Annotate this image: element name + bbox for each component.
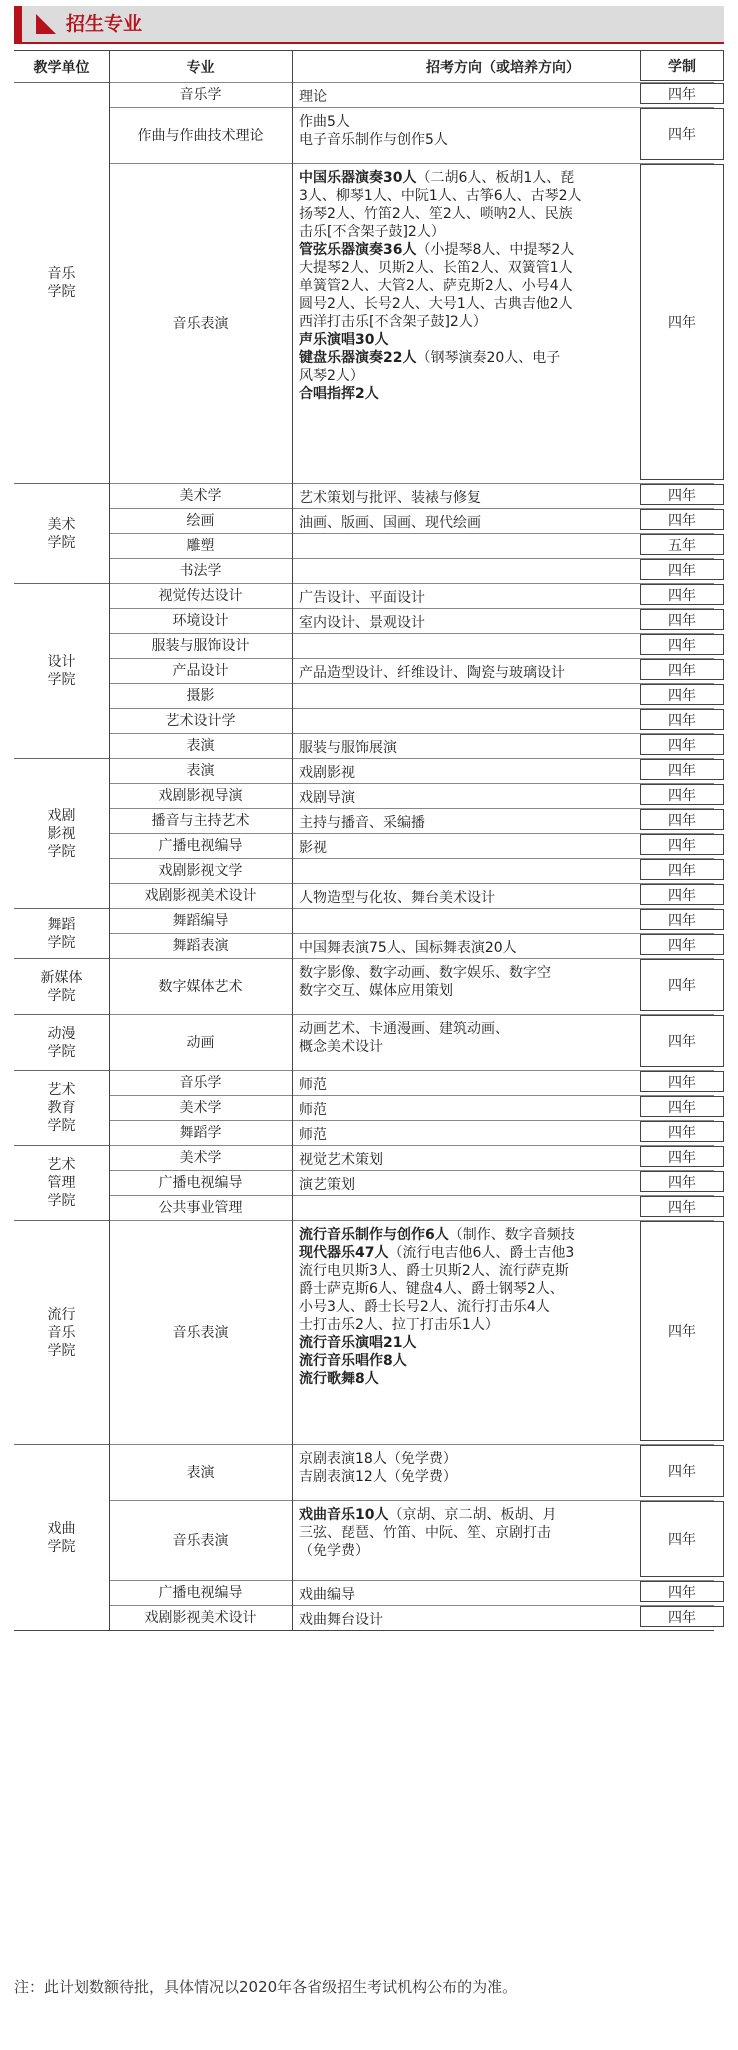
direction-text: 艺术策划与批评、装裱与修复	[299, 490, 481, 506]
unit-cell	[14, 1444, 109, 1630]
major-cell	[109, 534, 292, 558]
unit-name-line: 影视	[47, 825, 76, 842]
table-row	[109, 1605, 714, 1630]
direction-text: 人物造型与化妆、舞台美术设计	[299, 890, 495, 906]
duration-cell: 四年	[640, 108, 724, 160]
major-cell	[109, 1445, 292, 1500]
direction-text: 主持与播音、采编播	[299, 815, 425, 831]
duration-cell: 四年	[640, 1581, 724, 1602]
direction-text: 吉剧表演12人（免学费）	[299, 1469, 457, 1485]
direction-text: 师范	[299, 1077, 327, 1093]
major-cell	[109, 559, 292, 583]
unit-name-line: 舞蹈	[47, 916, 76, 933]
header-accent	[14, 6, 22, 42]
direction-text: 西洋打击乐[不含架子鼓]2人）	[299, 314, 487, 330]
direction-text: （京胡、京二胡、板胡、月	[388, 1507, 557, 1523]
major-cell	[109, 859, 292, 883]
direction-text: 戏剧影视	[299, 765, 355, 781]
direction-text: 视觉艺术策划	[299, 1152, 383, 1168]
unit-name-line: 美术	[47, 516, 76, 533]
direction-text: 风琴2人）	[299, 368, 364, 384]
unit-name-line: 动漫	[47, 1025, 76, 1042]
major-name: 产品设计	[172, 663, 229, 679]
duration-cell: 四年	[640, 509, 724, 530]
table-row	[109, 82, 714, 107]
table-row	[109, 683, 714, 708]
unit-cell	[14, 1220, 109, 1444]
direction-text: 大提琴2人、贝斯2人、长笛2人、双簧管1人	[299, 260, 573, 276]
table-row	[109, 908, 714, 933]
major-cell	[109, 83, 292, 107]
direction-text: 小号3人、爵士长号2人、流行打击乐4人	[299, 1299, 550, 1315]
duration-column	[640, 50, 724, 1629]
direction-text: （钢琴演奏20人、电子	[416, 350, 561, 366]
major-name: 音乐学	[179, 87, 222, 103]
unit-name-line: 新媒体	[40, 969, 83, 986]
unit-name-line: 教育	[47, 1100, 76, 1116]
duration-cell: 四年	[640, 834, 724, 855]
direction-highlight: 流行歌舞8人	[299, 1371, 379, 1387]
unit-name-line: 设计	[47, 654, 76, 670]
direction-text: 演艺策划	[299, 1177, 355, 1193]
table-row	[109, 1120, 714, 1145]
table-row	[109, 833, 714, 858]
header-underline	[14, 42, 724, 44]
major-name: 戏剧影视文学	[158, 863, 243, 879]
table-row	[109, 1095, 714, 1120]
major-cell	[109, 934, 292, 958]
unit-name	[48, 516, 76, 552]
table-row	[109, 958, 714, 1014]
direction-text: 广告设计、平面设计	[299, 590, 425, 606]
major-cell	[109, 1121, 292, 1145]
major-name: 表演	[186, 763, 215, 779]
major-cell	[109, 1071, 292, 1095]
major-cell	[109, 909, 292, 933]
duration-cell: 四年	[640, 559, 724, 580]
duration-cell: 四年	[640, 1096, 724, 1117]
direction-text: 影视	[299, 840, 327, 856]
table-row	[109, 708, 714, 733]
major-cell	[109, 1581, 292, 1605]
unit-name	[48, 916, 76, 952]
table-row	[109, 1145, 714, 1170]
major-cell	[109, 884, 292, 908]
direction-text: 戏剧导演	[299, 790, 355, 806]
major-name: 作曲与	[137, 127, 180, 144]
major-name: 环境设计	[172, 613, 229, 629]
direction-text: 三弦、琵琶、竹笛、中阮、笙、京剧打击	[299, 1525, 551, 1541]
major-name: 美术学	[179, 488, 222, 504]
table-row	[109, 633, 714, 658]
major-cell	[109, 108, 292, 163]
direction-highlight: 声乐演唱30人	[299, 332, 389, 348]
direction-text: 数字影像、数字动画、数字娱乐、数字空	[299, 965, 551, 981]
column-header-duration: 学制	[640, 50, 724, 81]
duration-cell: 四年	[640, 484, 724, 505]
direction-highlight: 合唱指挥2人	[299, 386, 379, 402]
unit-cell	[14, 758, 109, 908]
enrollment-table	[14, 50, 714, 1631]
unit-name-line: 戏曲	[47, 1520, 76, 1537]
major-name: 广播电视编导	[158, 838, 243, 854]
direction-text: 流行电贝斯3人、爵士贝斯2人、流行萨克斯	[299, 1263, 569, 1279]
duration-cell: 四年	[640, 1121, 724, 1142]
direction-text: （二胡6人、板胡1人、琵	[416, 170, 575, 186]
unit-name-line: 戏剧	[47, 807, 76, 824]
major-cell	[109, 1171, 292, 1195]
unit-name	[48, 653, 76, 689]
direction-highlight: 现代器乐47人	[299, 1245, 389, 1261]
unit-name-line: 艺术	[47, 1157, 76, 1173]
table-row	[109, 483, 714, 508]
duration-cell: 四年	[640, 734, 724, 755]
duration-cell: 四年	[640, 1071, 724, 1092]
unit-cell	[14, 1145, 109, 1220]
major-name: 艺术设计学	[165, 713, 236, 729]
duration-cell: 四年	[640, 859, 724, 880]
major-cell	[109, 584, 292, 608]
unit-name	[48, 1520, 76, 1556]
table-row	[109, 1014, 714, 1070]
unit-cell	[14, 1070, 109, 1145]
unit-name-line: 管理	[47, 1175, 76, 1191]
duration-cell: 四年	[640, 884, 724, 905]
major-name: 音乐表演	[172, 1324, 229, 1341]
table-row	[109, 1500, 714, 1580]
table-row	[109, 558, 714, 583]
duration-cell: 四年	[640, 1445, 724, 1497]
major-name: 音乐表演	[172, 315, 229, 332]
major-name: 音乐学	[179, 1075, 222, 1091]
table-row	[109, 508, 714, 533]
unit-cell	[14, 958, 109, 1014]
unit-name-line: 流行	[47, 1306, 76, 1323]
table-row	[109, 1170, 714, 1195]
direction-text: （流行电吉他6人、爵士吉他3	[388, 1245, 575, 1261]
major-cell	[109, 1501, 292, 1580]
major-name: 绘画	[186, 513, 215, 529]
direction-highlight: 键盘乐器演奏22人	[299, 350, 417, 366]
column-header-unit: 教学单位	[33, 59, 90, 76]
unit-name-line: 学院	[47, 1538, 76, 1555]
major-cell	[109, 759, 292, 783]
unit-cell	[14, 82, 109, 483]
major-cell	[109, 809, 292, 833]
direction-text: （制作、数字音频技	[448, 1227, 575, 1243]
duration-cell: 四年	[640, 909, 724, 930]
duration-cell: 四年	[640, 1606, 724, 1627]
major-name: 数字媒体艺术	[158, 978, 243, 995]
duration-cell: 四年	[640, 584, 724, 605]
duration-cell: 四年	[640, 164, 724, 480]
unit-cell	[14, 908, 109, 958]
major-name: 表演	[186, 738, 215, 754]
major-cell	[109, 659, 292, 683]
column-divider	[109, 51, 110, 1630]
duration-cell: 四年	[640, 709, 724, 730]
table-row	[109, 783, 714, 808]
major-name: 戏剧影视美术设计	[144, 888, 257, 904]
major-name: 美术学	[179, 1150, 222, 1166]
direction-text: 中国舞表演75人、国标舞表演20人	[299, 940, 517, 956]
major-name: 表演	[186, 1464, 215, 1481]
table-row	[109, 1195, 714, 1220]
unit-name	[48, 1156, 76, 1210]
duration-cell: 四年	[640, 1146, 724, 1167]
table-row	[109, 758, 714, 783]
triangle-icon	[36, 14, 56, 34]
major-cell	[109, 634, 292, 658]
major-name: 公共事业管理	[158, 1200, 243, 1216]
duration-cell: 四年	[640, 934, 724, 955]
major-name: 舞蹈编导	[172, 913, 229, 929]
duration-cell: 四年	[640, 1015, 724, 1067]
direction-text: 师范	[299, 1102, 327, 1118]
header-row	[14, 51, 714, 82]
major-name: 雕塑	[186, 538, 215, 554]
unit-name	[48, 1081, 76, 1135]
major-cell	[109, 959, 292, 1014]
direction-highlight: 流行音乐制作与创作6人	[299, 1227, 449, 1243]
major-cell	[109, 1096, 292, 1120]
direction-text: 作曲5人	[299, 114, 350, 130]
section-header	[14, 6, 724, 44]
direction-text: （小提琴8人、中提琴2人	[416, 242, 575, 258]
major-cell	[109, 709, 292, 733]
direction-text: 击乐[不含架子鼓]2人）	[299, 224, 445, 240]
major-cell	[109, 784, 292, 808]
unit-name-line: 音乐	[47, 1324, 76, 1341]
unit-name-line: 学院	[47, 934, 76, 951]
duration-cell: 四年	[640, 1171, 724, 1192]
major-name: 舞蹈学	[179, 1125, 222, 1141]
major-name: 书法学	[179, 563, 222, 579]
direction-text: 油画、版画、国画、现代绘画	[299, 515, 481, 531]
major-name: 视觉传达设计	[158, 588, 243, 604]
footnote: 注：此计划数额待批，具体情况以2020年各省级招生考试机构公布的为准。	[14, 1978, 518, 1996]
direction-text: 服装与服饰展演	[299, 740, 397, 756]
direction-text: 单簧管2人、大管2人、萨克斯2人、小号4人	[299, 278, 573, 294]
unit-cell	[14, 1014, 109, 1070]
duration-cell: 四年	[640, 809, 724, 830]
duration-cell: 四年	[640, 684, 724, 705]
direction-highlight: 戏曲音乐10人	[299, 1507, 389, 1523]
direction-text: 室内设计、景观设计	[299, 615, 425, 631]
table-row	[109, 883, 714, 908]
unit-name	[41, 969, 83, 1005]
table-row	[109, 858, 714, 883]
major-name: 舞蹈表演	[172, 938, 229, 954]
major-name: 音乐表演	[172, 1532, 229, 1549]
duration-cell: 四年	[640, 784, 724, 805]
table-row	[109, 608, 714, 633]
direction-highlight: 流行音乐唱作8人	[299, 1353, 407, 1369]
direction-text: 理论	[299, 89, 327, 105]
direction-highlight: 管弦乐器演奏36人	[299, 242, 417, 258]
duration-cell: 四年	[640, 1501, 724, 1577]
major-cell	[109, 734, 292, 758]
column-header-direction: 招考方向（或培养方向）	[426, 59, 580, 76]
unit-cell	[14, 483, 109, 583]
duration-cell: 四年	[640, 959, 724, 1011]
direction-text: 士打击乐2人、拉丁打击乐1人）	[299, 1317, 499, 1333]
major-name: 戏剧影视美术设计	[144, 1610, 257, 1626]
unit-name	[48, 1306, 76, 1360]
duration-cell: 四年	[640, 609, 724, 630]
direction-text: 扬琴2人、竹笛2人、笙2人、唢呐2人、民族	[299, 206, 573, 222]
duration-cell: 四年	[640, 659, 724, 680]
major-cell	[109, 484, 292, 508]
unit-name-line: 学院	[47, 1118, 76, 1134]
table-row	[109, 163, 714, 483]
table-row	[109, 658, 714, 683]
table-row	[109, 583, 714, 608]
duration-cell: 五年	[640, 534, 724, 555]
major-cell	[109, 684, 292, 708]
direction-text: 圆号2人、长号2人、大号1人、古典吉他2人	[299, 296, 573, 312]
major-cell	[109, 1221, 292, 1444]
direction-highlight: 流行音乐演唱21人	[299, 1335, 417, 1351]
duration-cell: 四年	[640, 759, 724, 780]
major-name: 播音与主持艺术	[151, 813, 250, 829]
table-row	[109, 1220, 714, 1444]
major-cell	[109, 1606, 292, 1630]
duration-cell: 四年	[640, 634, 724, 655]
table-row	[109, 933, 714, 958]
major-name: 服装与服饰设计	[151, 638, 250, 654]
major-name: 作曲技术理论	[179, 127, 264, 144]
major-name: 广播电视编导	[158, 1585, 243, 1601]
unit-name-line: 学院	[47, 843, 76, 860]
header-title: 招生专业	[66, 13, 143, 35]
direction-text: 爵士萨克斯6人、键盘4人、爵士钢琴2人、	[299, 1281, 564, 1297]
direction-highlight: 中国乐器演奏30人	[299, 170, 417, 186]
duration-cell: 四年	[640, 83, 724, 104]
direction-text: 概念美术设计	[299, 1039, 383, 1055]
unit-name-line: 学院	[47, 987, 76, 1004]
unit-name	[48, 807, 76, 861]
major-cell	[109, 609, 292, 633]
major-name: 广播电视编导	[158, 1175, 243, 1191]
direction-text: 产品造型设计、纤维设计、陶瓷与玻璃设计	[299, 665, 565, 681]
unit-name-line: 学院	[47, 1043, 76, 1060]
unit-name-line: 学院	[47, 1193, 76, 1209]
duration-cell: 四年	[640, 1196, 724, 1217]
major-name: 动画	[186, 1034, 215, 1051]
column-divider	[292, 51, 293, 1630]
direction-text: 3人、柳琴1人、中阮1人、古筝6人、古琴2人	[299, 188, 582, 204]
major-cell	[109, 509, 292, 533]
table-row	[109, 808, 714, 833]
table-row	[109, 1070, 714, 1095]
direction-text: 数字交互、媒体应用策划	[299, 983, 453, 999]
duration-cell: 四年	[640, 1221, 724, 1441]
column-header-major: 专业	[186, 59, 215, 76]
unit-name-line: 学院	[47, 534, 76, 551]
major-name: 美术学	[179, 1100, 222, 1116]
table-row	[109, 1580, 714, 1605]
direction-text: 戏曲编导	[299, 1587, 355, 1603]
unit-name-line: 学院	[47, 672, 76, 688]
unit-name-line: 学院	[47, 1342, 76, 1359]
major-cell	[109, 164, 292, 483]
major-cell	[109, 834, 292, 858]
major-cell	[109, 1196, 292, 1220]
direction-text: （免学费）	[299, 1543, 369, 1559]
direction-text: 动画艺术、卡通漫画、建筑动画、	[299, 1021, 509, 1037]
major-name: 戏剧影视导演	[158, 788, 243, 804]
major-cell	[109, 1146, 292, 1170]
direction-text: 戏曲舞台设计	[299, 1612, 383, 1628]
table-row	[109, 733, 714, 758]
major-cell	[109, 1015, 292, 1070]
unit-cell	[14, 583, 109, 758]
direction-text: 京剧表演18人（免学费）	[299, 1451, 457, 1467]
unit-name	[48, 1025, 76, 1061]
direction-text: 电子音乐制作与创作5人	[299, 132, 448, 148]
unit-name-line: 艺术	[47, 1082, 76, 1098]
direction-text: 师范	[299, 1127, 327, 1143]
table-row	[109, 533, 714, 558]
table-row	[109, 1444, 714, 1500]
major-name: 摄影	[186, 688, 215, 704]
table-row	[109, 107, 714, 163]
unit-name	[48, 265, 76, 301]
unit-name-line: 学院	[47, 284, 76, 300]
unit-name-line: 音乐	[47, 266, 76, 282]
